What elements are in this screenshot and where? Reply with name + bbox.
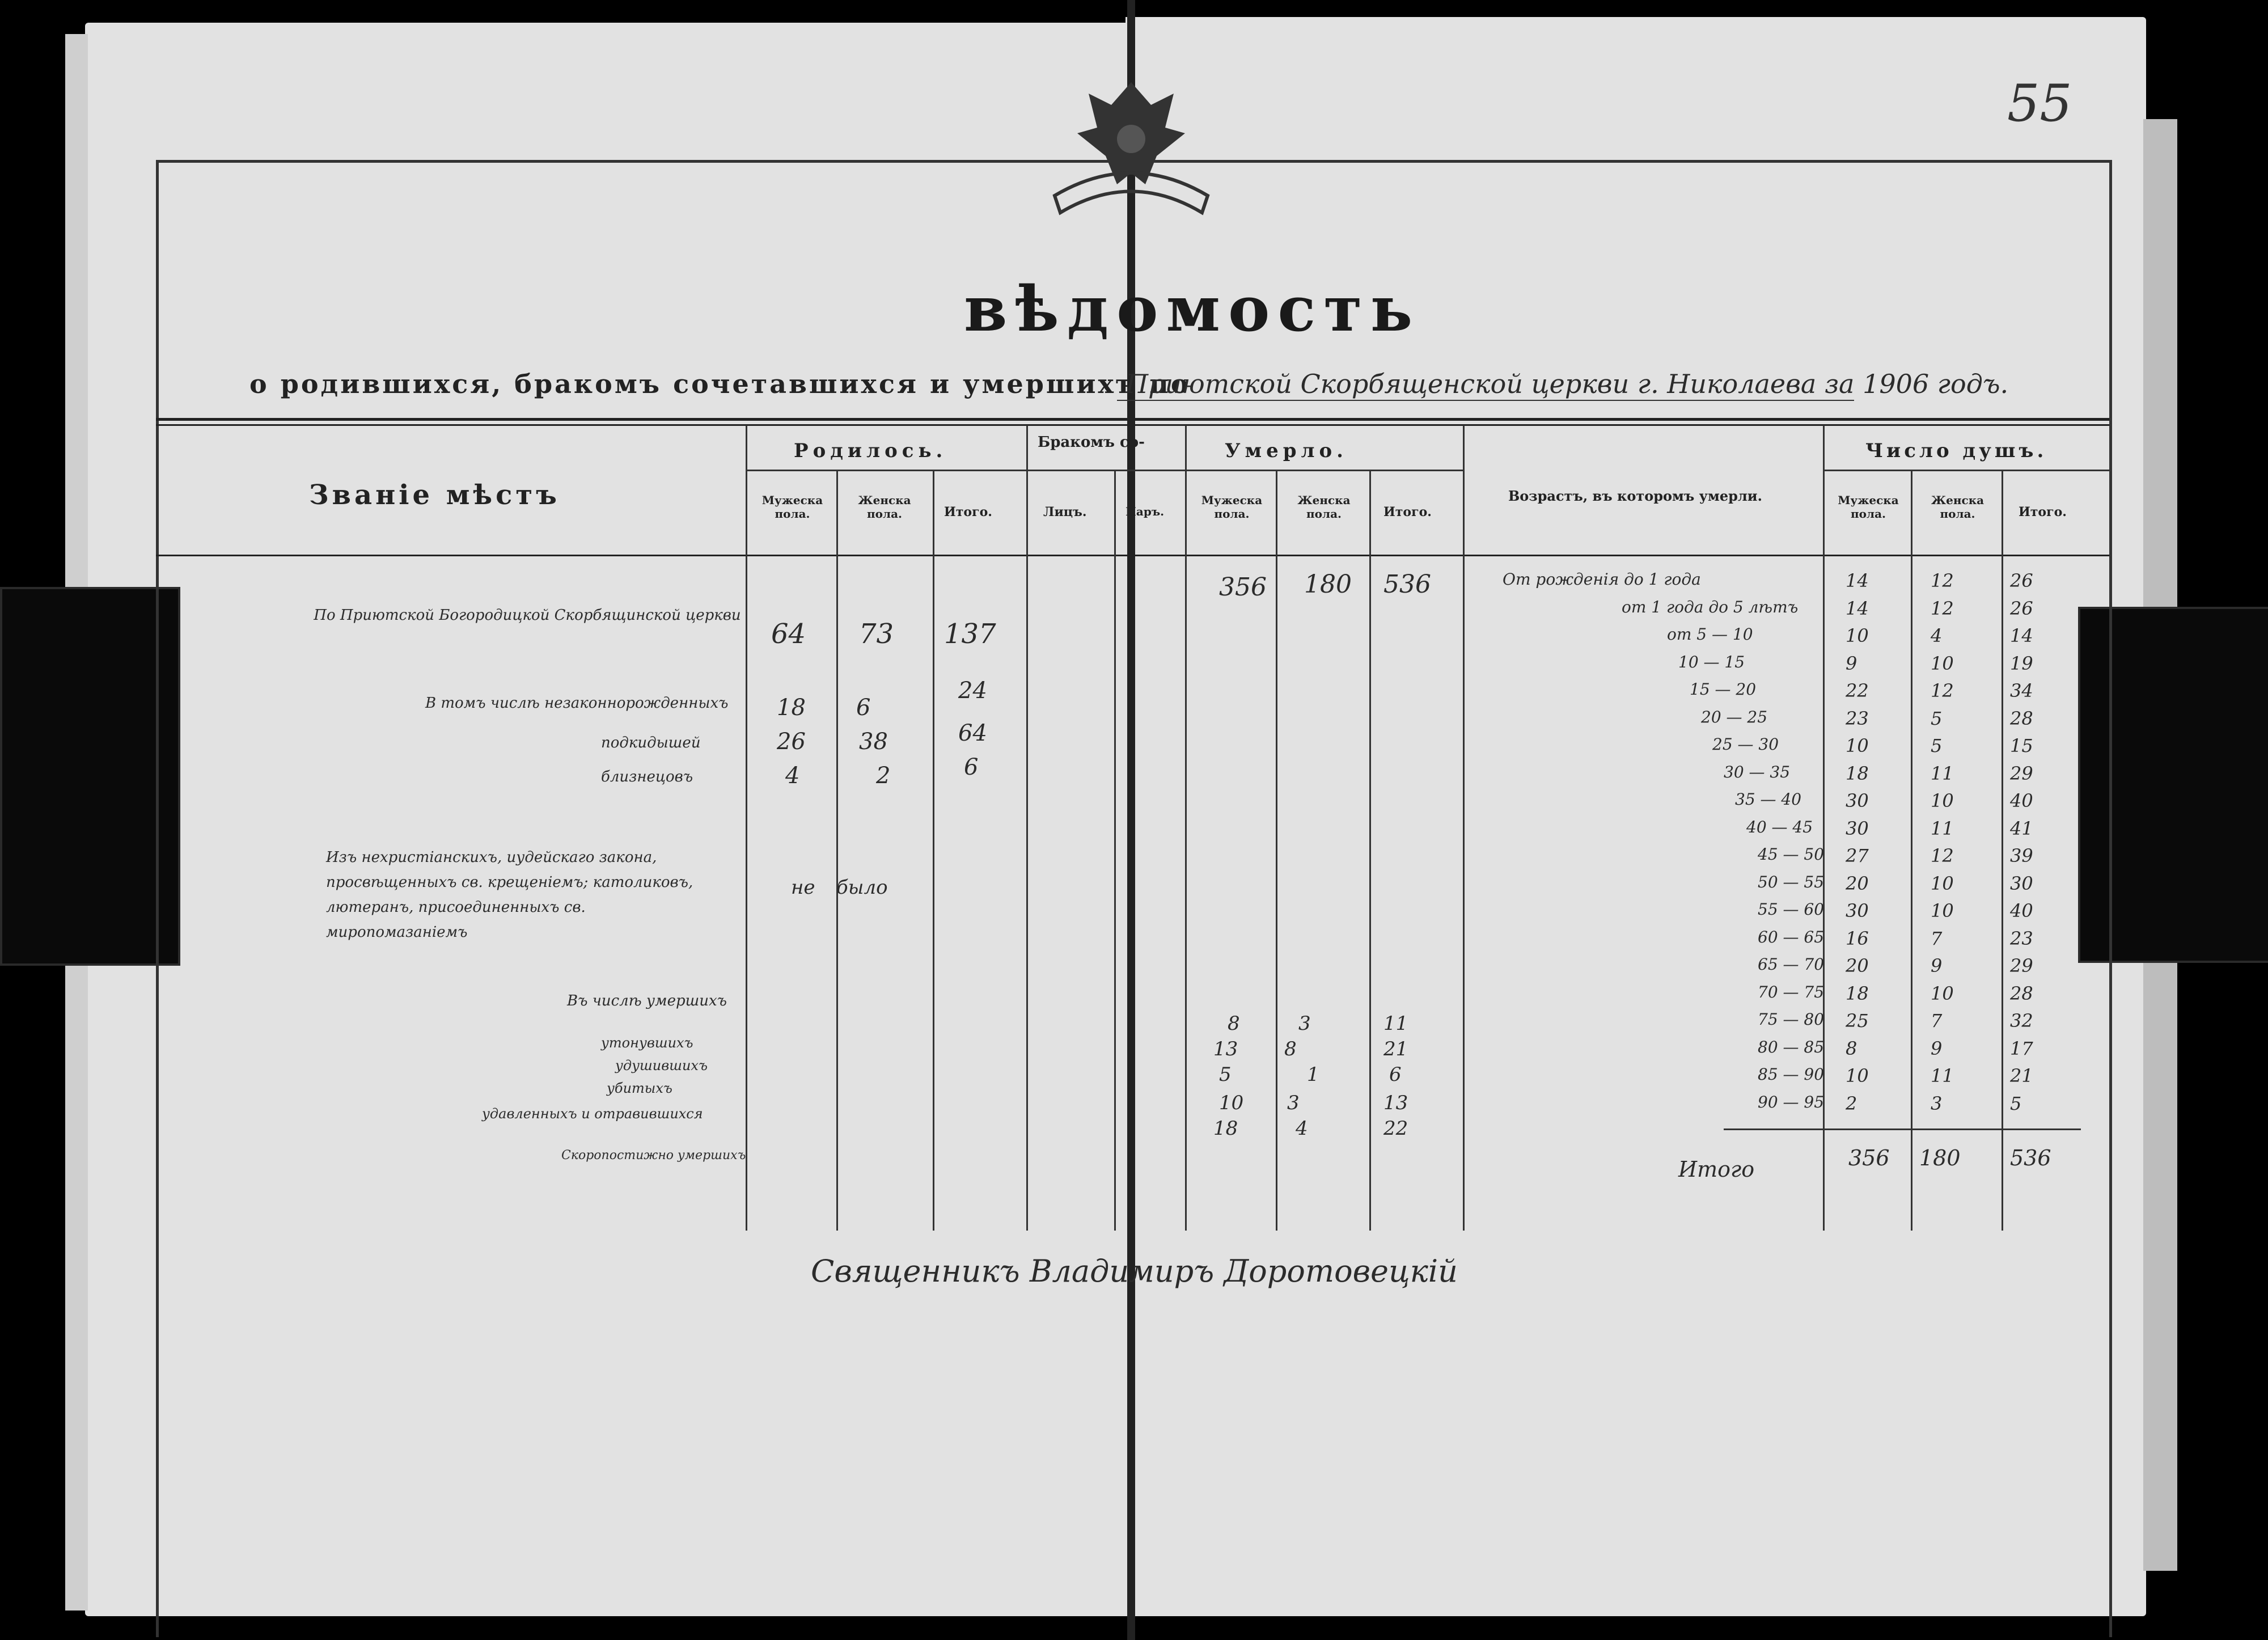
col-line	[2002, 471, 2003, 1231]
cause-label: удушившихъ	[615, 1058, 708, 1073]
age-total-count: 17	[2010, 1038, 2033, 1059]
folio-number: 55	[2007, 74, 2072, 133]
age-male-count: 8	[1846, 1038, 1857, 1059]
death-total-female: 180	[1304, 570, 1352, 599]
row-label: По Приютской Богородицкой Скорбящинской церкви	[314, 607, 741, 624]
age-female-count: 5	[1931, 708, 1943, 729]
age-male-count: 16	[1846, 928, 1869, 949]
col-line	[933, 471, 934, 1231]
age-range-label: 40 — 45	[1746, 818, 1813, 836]
age-female-count: 12	[1931, 598, 1954, 619]
header-married: Бракомъ со-	[1038, 434, 1145, 451]
col-line	[1911, 471, 1912, 1231]
age-male-count: 30	[1846, 790, 1869, 811]
header-born-total: Итого.	[944, 505, 992, 519]
age-total-count: 21	[2010, 1065, 2033, 1087]
header-married-persons: Лицъ.	[1043, 505, 1087, 519]
age-range-label: 80 — 85	[1758, 1038, 1825, 1056]
header-souls: Число душъ.	[1865, 439, 2047, 462]
age-male-count: 2	[1846, 1093, 1857, 1114]
col-line	[1369, 471, 1371, 1231]
row-male: 64	[771, 618, 806, 650]
row-female: 73	[859, 618, 894, 650]
age-total-count: 29	[2010, 955, 2033, 977]
age-male-count: 20	[1846, 873, 1869, 894]
age-total-count: 5	[2010, 1093, 2022, 1114]
header-souls-male: Мужеска пола.	[1838, 493, 1899, 521]
row-total: 6	[964, 754, 979, 780]
header-place: Званіе мѣстъ	[309, 479, 560, 511]
left-binder-clip	[0, 587, 180, 966]
age-total-count: 19	[2010, 653, 2033, 674]
cause-total: 11	[1383, 1012, 1408, 1035]
row-label: В томъ числѣ незаконнорожденныхъ	[425, 695, 729, 712]
age-total-count: 14	[2010, 625, 2033, 646]
header-born-male: Мужеска пола.	[761, 493, 823, 521]
age-male-count: 30	[1846, 818, 1869, 839]
age-male-count: 27	[1846, 845, 1869, 867]
row-total: 64	[958, 720, 987, 746]
col-line	[1185, 425, 1187, 1231]
header-married-couples: Паръ.	[1125, 505, 1165, 518]
cause-male: 13	[1213, 1038, 1238, 1060]
cause-total: 22	[1383, 1117, 1408, 1140]
header-souls-total: Итого.	[2019, 505, 2067, 519]
subheader-rule	[746, 470, 1463, 471]
age-total-count: 40	[2010, 790, 2033, 811]
cause-label: Въ числѣ умершихъ	[567, 992, 727, 1009]
double-rule-top	[156, 418, 2109, 421]
age-male-count: 14	[1846, 570, 1869, 591]
double-rule-bottom	[156, 424, 2109, 426]
col-line	[1276, 471, 1277, 1231]
age-total-count: 26	[2010, 570, 2033, 591]
age-range-label: 60 — 65	[1758, 928, 1825, 946]
age-male-count: 10	[1846, 1065, 1869, 1087]
cause-female: 4	[1296, 1117, 1308, 1140]
age-range-label: 75 — 80	[1758, 1010, 1825, 1029]
age-range-label: 30 — 35	[1724, 763, 1791, 781]
age-total-count: 40	[2010, 900, 2033, 922]
age-female-count: 4	[1931, 625, 1943, 646]
death-total-total: 536	[1383, 570, 1431, 599]
age-female-count: 9	[1931, 1038, 1943, 1059]
header-died-female: Женска пола.	[1297, 493, 1351, 521]
age-female-count: 10	[1931, 790, 1954, 811]
age-female-count: 12	[1931, 570, 1954, 591]
age-male-count: 10	[1846, 625, 1869, 646]
age-male-count: 25	[1846, 1010, 1869, 1032]
age-female-count: 11	[1931, 1065, 1954, 1087]
row-male: 18	[777, 695, 806, 721]
age-total-male: 356	[1848, 1146, 1890, 1170]
row-female: было	[836, 876, 888, 899]
age-female-count: 7	[1931, 1010, 1943, 1032]
row-total: 137	[944, 618, 996, 650]
header-died: Умерло.	[1225, 439, 1348, 462]
age-male-count: 9	[1846, 653, 1857, 674]
age-female-count: 12	[1931, 680, 1954, 701]
row-male: 4	[785, 763, 800, 789]
document-title: вѣдомость	[964, 272, 1421, 345]
age-total-female: 180	[1919, 1146, 1961, 1170]
cause-label: удавленныхъ и отравившихся	[482, 1106, 703, 1122]
age-total-count: 23	[2010, 928, 2033, 949]
age-total-count: 15	[2010, 735, 2033, 756]
age-female-count: 11	[1931, 818, 1954, 839]
cause-label: Скоропостижно умершихъ	[561, 1148, 746, 1163]
col-line	[1463, 425, 1465, 1231]
age-male-count: 14	[1846, 598, 1869, 619]
age-total-count: 32	[2010, 1010, 2033, 1032]
age-range-label: от 1 года до 5 лѣтъ	[1622, 598, 1799, 616]
cause-female: 3	[1298, 1012, 1311, 1035]
row-label: подкидышей	[601, 734, 701, 751]
header-born: Родилось.	[794, 439, 947, 462]
row-label: близнецовъ	[601, 768, 693, 785]
age-total-count: 28	[2010, 708, 2033, 729]
age-male-count: 22	[1846, 680, 1869, 701]
age-range-label: 65 — 70	[1758, 955, 1825, 974]
row-female: 38	[859, 729, 888, 755]
row-label: Изъ нехристіанскихъ, иудейскаго закона, просвѣщенныхъ св. крещеніемъ; католиковъ, лютеранъ, присоединенныхъ св. миропомазаніемъ	[326, 849, 693, 941]
age-range-label: От рожденія до 1 года	[1503, 570, 1701, 589]
cause-label: утонувшихъ	[601, 1035, 693, 1051]
cause-female: 8	[1284, 1038, 1297, 1060]
row-male: 26	[777, 729, 806, 755]
age-total-count: 34	[2010, 680, 2033, 701]
age-total-count: 30	[2010, 873, 2033, 894]
death-total-male: 356	[1219, 573, 1267, 602]
header-age: Возрастъ, въ которомъ умерли.	[1508, 488, 1762, 504]
age-female-count: 5	[1931, 735, 1943, 756]
header-souls-female: Женска пола.	[1931, 493, 1984, 521]
subtitle-handwritten: Приютской Скорбященской церкви г. Николаева за 1906 годъ.	[1125, 369, 2009, 399]
age-range-label: 15 — 20	[1690, 680, 1757, 699]
header-bottom-rule	[156, 555, 2109, 556]
age-female-count: 10	[1931, 983, 1954, 1004]
age-female-count: 7	[1931, 928, 1943, 949]
header-died-total: Итого.	[1383, 505, 1432, 519]
age-female-count: 9	[1931, 955, 1943, 977]
age-total-label: Итого	[1678, 1157, 1755, 1182]
signature: Священникъ Владимиръ Доротовецкій	[811, 1253, 1458, 1289]
col-line	[746, 425, 747, 1231]
age-male-count: 18	[1846, 763, 1869, 784]
row-female: 2	[876, 763, 891, 789]
age-total-total: 536	[2010, 1146, 2051, 1170]
cause-male: 10	[1219, 1092, 1244, 1114]
age-total-count: 41	[2010, 818, 2033, 839]
age-female-count: 10	[1931, 873, 1954, 894]
subtitle-printed: о родившихся, бракомъ сочетавшихся и умершихъ по	[249, 369, 1191, 399]
cause-label: убитыхъ	[607, 1080, 672, 1096]
age-total-count: 29	[2010, 763, 2033, 784]
age-range-label: 50 — 55	[1758, 873, 1825, 891]
header-died-male: Мужеска пола.	[1201, 493, 1263, 521]
cause-female: 1	[1307, 1063, 1319, 1086]
age-range-label: 20 — 25	[1701, 708, 1768, 726]
row-female: 6	[856, 695, 871, 721]
age-range-label: 90 — 95	[1758, 1093, 1825, 1111]
cause-male: 18	[1213, 1117, 1238, 1140]
age-female-count: 12	[1931, 845, 1954, 867]
age-total-count: 39	[2010, 845, 2033, 867]
col-line	[1026, 425, 1028, 1231]
age-range-label: 25 — 30	[1712, 735, 1779, 754]
age-male-count: 30	[1846, 900, 1869, 922]
col-line	[1114, 471, 1116, 1231]
age-range-label: 45 — 50	[1758, 845, 1825, 864]
age-male-count: 18	[1846, 983, 1869, 1004]
age-male-count: 23	[1846, 708, 1869, 729]
cause-total: 21	[1383, 1038, 1408, 1060]
cause-total: 13	[1383, 1092, 1408, 1114]
age-male-count: 10	[1846, 735, 1869, 756]
cause-male: 8	[1228, 1012, 1240, 1035]
row-male: не	[791, 876, 815, 899]
age-male-count: 20	[1846, 955, 1869, 977]
cause-female: 3	[1287, 1092, 1300, 1114]
row-total: 24	[958, 678, 987, 704]
age-female-count: 10	[1931, 653, 1954, 674]
age-total-count: 28	[2010, 983, 2033, 1004]
age-range-label: 70 — 75	[1758, 983, 1825, 1001]
age-female-count: 10	[1931, 900, 1954, 922]
age-female-count: 3	[1931, 1093, 1943, 1114]
age-range-label: 10 — 15	[1678, 653, 1745, 671]
age-range-label: 85 — 90	[1758, 1065, 1825, 1084]
col-line	[836, 471, 838, 1231]
age-female-count: 11	[1931, 763, 1954, 784]
age-range-label: 35 — 40	[1735, 790, 1802, 809]
age-range-label: от 5 — 10	[1667, 625, 1753, 644]
header-born-female: Женска пола.	[858, 493, 911, 521]
age-total-count: 26	[2010, 598, 2033, 619]
age-range-label: 55 — 60	[1758, 900, 1825, 919]
subheader-rule	[1823, 470, 2109, 471]
age-total-rule	[1724, 1128, 2081, 1130]
cause-total: 6	[1389, 1063, 1402, 1086]
cause-male: 5	[1219, 1063, 1232, 1086]
